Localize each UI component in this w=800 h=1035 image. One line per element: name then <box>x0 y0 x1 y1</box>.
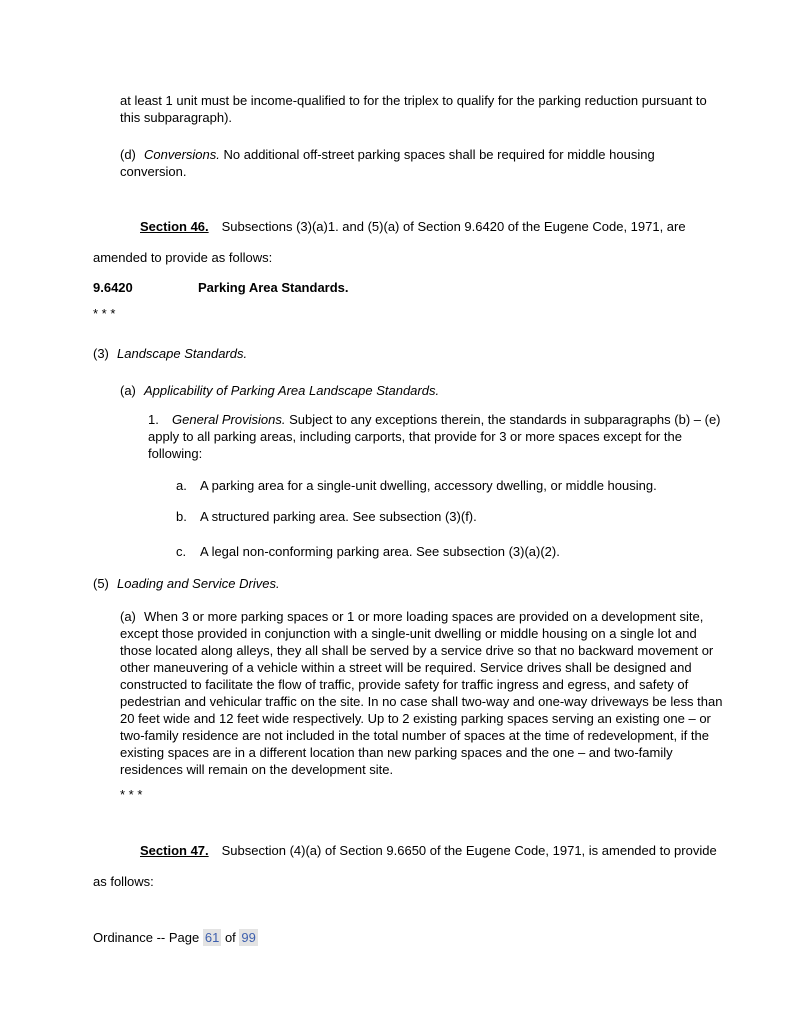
item-3a1-label: General Provisions. <box>172 412 286 427</box>
item-5a-number: (a) <box>120 609 136 624</box>
item-a-text: A parking area for a single-unit dwelling, accessory dwelling, or middle housing. <box>200 478 657 493</box>
item-3a1-number: 1. <box>148 412 159 427</box>
item-a-single-unit <box>176 477 723 494</box>
item-3-label: Landscape Standards. <box>117 346 248 361</box>
asterisk-separator-2-text: * * * <box>120 787 143 802</box>
item-3a1-text: Subject to any exceptions therein, the standards in subparagraphs (b) – (e) apply to all parking areas, including carports, that provide for 3 or more spaces except for the following: <box>148 412 721 461</box>
paragraph-intro-text: at least 1 unit must be income-qualified to for the triplex to qualify for the parking reduction pursuant to this subparagraph). <box>120 93 707 125</box>
item-c-non-conforming <box>176 543 723 560</box>
item-b-number: b. <box>176 509 187 524</box>
page-number-field[interactable]: 61 <box>204 930 220 945</box>
item-3-number: (3) <box>93 346 109 361</box>
code-heading-title: Parking Area Standards. <box>198 280 349 295</box>
asterisk-separator-1-text: * * * <box>93 306 116 321</box>
item-a-number: a. <box>176 478 187 493</box>
item-b-text: A structured parking area. See subsection (3)(f). <box>200 509 477 524</box>
code-heading-number: 9.6420 <box>93 280 133 295</box>
item-b-structured-parking <box>176 508 723 525</box>
asterisk-separator-2 <box>120 786 723 803</box>
section-46-text: Subsections (3)(a)1. and (5)(a) of Section 9.6420 of the Eugene Code, 1971, are amended to provide as follows: <box>93 219 686 265</box>
footer-of-label: of <box>224 930 236 945</box>
footer-prefix: Ordinance -- Page <box>93 930 200 945</box>
paragraph-d-label: Conversions. <box>144 147 220 162</box>
paragraph-d-conversions <box>120 146 723 180</box>
asterisk-separator-1 <box>93 305 723 322</box>
total-pages-field[interactable]: 99 <box>241 930 256 945</box>
paragraph-d-number: (d) <box>120 147 136 162</box>
item-3a-applicability <box>120 382 723 399</box>
section-46-label: Section 46. <box>140 219 209 234</box>
item-5a-service-drive-paragraph <box>120 608 723 778</box>
item-5-number: (5) <box>93 576 109 591</box>
item-5-loading-service-drives <box>93 575 723 592</box>
item-3a-number: (a) <box>120 383 136 398</box>
item-3a1-general-provisions <box>148 411 723 462</box>
item-3-landscape-standards <box>93 345 723 362</box>
item-3a-label: Applicability of Parking Area Landscape Standards. <box>144 383 440 398</box>
section-46-paragraph <box>93 211 723 273</box>
section-47-label: Section 47. <box>140 843 209 858</box>
section-47-text: Subsection (4)(a) of Section 9.6650 of the Eugene Code, 1971, is amended to provide as follows: <box>93 843 717 889</box>
section-47-paragraph <box>93 835 723 897</box>
item-c-number: c. <box>176 544 187 559</box>
paragraph-d-text: No additional off-street parking spaces shall be required for middle housing conversion. <box>120 147 655 179</box>
page-footer <box>93 929 723 946</box>
item-c-text: A legal non-conforming parking area. See subsection (3)(a)(2). <box>200 544 560 559</box>
item-5-label: Loading and Service Drives. <box>117 576 280 591</box>
paragraph-intro <box>120 92 723 126</box>
code-heading-9-6420 <box>93 279 723 296</box>
item-5a-text: When 3 or more parking spaces or 1 or more loading spaces are provided on a development site, except those provided in conjunction with a single-unit dwelling or middle housing on a single lot and those located along alleys, they all shall be served by a service drive so that no backward movement or other maneuvering of a vehicle within a street will be required. Service drives shall be designed and constructed to facilitate the flow of traffic, provide safety for traffic ingress and egress, and safety of pedestrian and vehicular traffic on the site. In no case shall two-way and one-way driveways be less than 20 feet wide and 12 feet wide respectively. Up to 2 existing parking spaces serving an existing one – or two-family residence are not included in the total number of spaces at the time of redevelopment, if the existing spaces are in a different location than new parking spaces and the one – and two-family residences will remain on the development site. <box>120 609 723 777</box>
